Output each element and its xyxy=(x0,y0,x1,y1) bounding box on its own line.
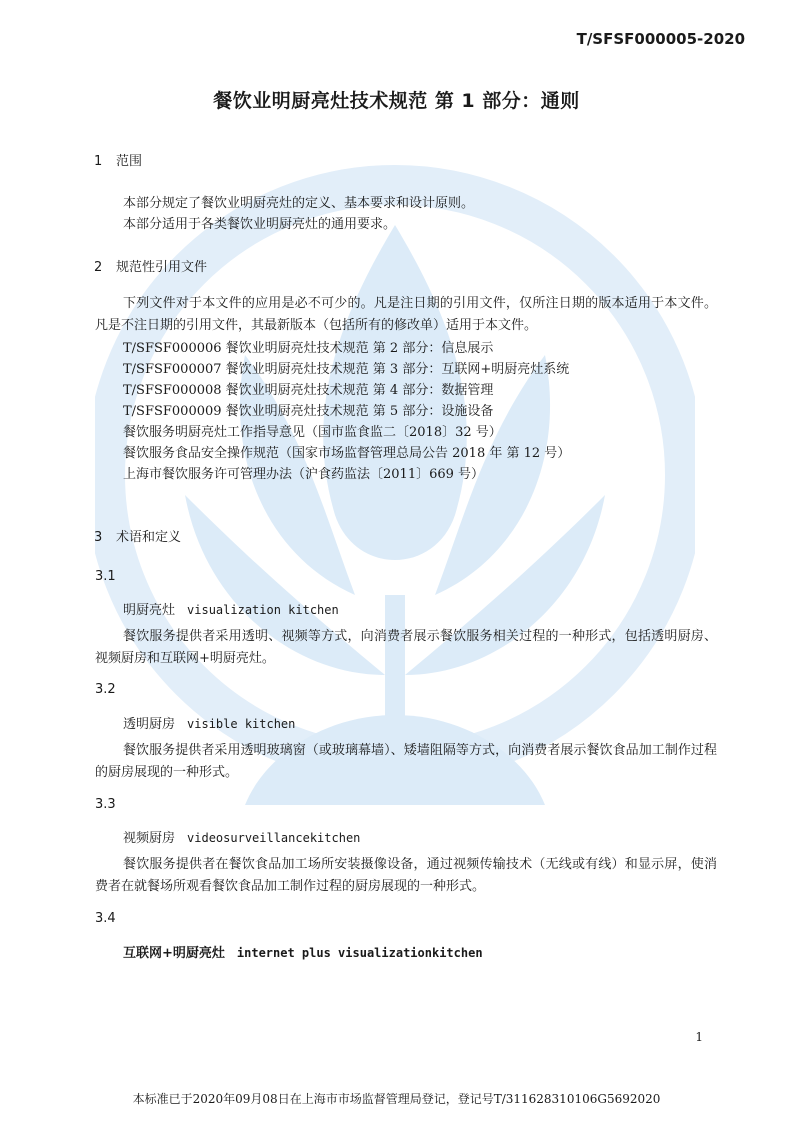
registration-footer: 本标准已于2020年09月08日在上海市市场监督管理局登记，登记号T/311628310106G5692020 xyxy=(132,1092,661,1106)
term-entry xyxy=(123,599,339,618)
reference-item: T/SFSF000007 餐饮业明厨亮灶技术规范 第 3 部分：互联网+明厨亮灶系统 xyxy=(123,362,570,377)
term-entry xyxy=(123,827,360,846)
section-title: 规范性引用文件 xyxy=(116,260,208,275)
reference-item: T/SFSF000009 餐饮业明厨亮灶技术规范 第 5 部分：设施设备 xyxy=(123,404,494,419)
reference-item: 上海市餐饮服务许可管理办法（沪食药监法〔2011〕669 号） xyxy=(123,467,485,482)
term-definition: 餐饮服务提供者采用透明玻璃窗（或玻璃幕墙）、矮墙阻隔等方式，向消费者展示餐饮食品加工制作过程的厨房展现的一种形式。 xyxy=(95,743,717,780)
reference-item: 餐饮服务食品安全操作规范（国家市场监督管理总局公告 2018 年 第 12 号） xyxy=(123,446,571,461)
clause-number: 3.3 xyxy=(95,797,116,812)
scope-paragraph: 本部分规定了餐饮业明厨亮灶的定义、基本要求和设计原则。 xyxy=(123,196,475,211)
section-heading-terms xyxy=(94,526,181,545)
clause-number: 3.2 xyxy=(95,682,116,697)
section-number: 3 xyxy=(94,530,103,545)
reference-item: 餐饮服务明厨亮灶工作指导意见（国市监食监二〔2018〕32 号） xyxy=(123,425,502,440)
section-title: 术语和定义 xyxy=(116,530,182,545)
term-english: visualization kitchen xyxy=(187,603,339,617)
section-heading-references xyxy=(94,256,207,275)
term-chinese: 视频厨房 xyxy=(123,831,176,846)
term-chinese: 互联网+明厨亮灶 xyxy=(123,946,225,961)
term-chinese: 透明厨房 xyxy=(123,717,176,732)
document-code: T/SFSF000005-2020 xyxy=(576,30,745,48)
references-intro: 下列文件对于本文件的应用是必不可少的。凡是注日期的引用文件，仅所注日期的版本适用于本文件。凡是不注日期的引用文件，其最新版本（包括所有的修改单）适用于本文件。 xyxy=(95,296,717,333)
reference-item: T/SFSF000008 餐饮业明厨亮灶技术规范 第 4 部分：数据管理 xyxy=(123,383,494,398)
term-english: videosurveillancekitchen xyxy=(187,831,361,845)
term-definition: 餐饮服务提供者采用透明、视频等方式，向消费者展示餐饮服务相关过程的一种形式，包括透明厨房、视频厨房和互联网+明厨亮灶。 xyxy=(95,629,717,666)
section-number: 2 xyxy=(94,260,103,275)
term-chinese: 明厨亮灶 xyxy=(123,603,176,618)
term-definition: 餐饮服务提供者在餐饮食品加工场所安装摄像设备，通过视频传输技术（无线或有线）和显示屏，使消费者在就餐场所观看餐饮食品加工制作过程的厨房展现的一种形式。 xyxy=(95,857,717,894)
page-number: 1 xyxy=(695,1030,703,1044)
section-title: 范围 xyxy=(116,154,143,169)
reference-item: T/SFSF000006 餐饮业明厨亮灶技术规范 第 2 部分：信息展示 xyxy=(123,341,494,356)
term-entry xyxy=(123,942,483,961)
scope-paragraph: 本部分适用于各类餐饮业明厨亮灶的通用要求。 xyxy=(123,217,397,232)
section-number: 1 xyxy=(94,154,103,169)
section-heading-scope xyxy=(94,150,142,169)
clause-number: 3.1 xyxy=(95,569,116,584)
term-english: internet plus visualizationkitchen xyxy=(236,946,483,960)
term-entry xyxy=(123,713,295,732)
document-title: 餐饮业明厨亮灶技术规范 第 1 部分：通则 xyxy=(213,90,580,112)
term-english: visible kitchen xyxy=(187,717,296,731)
clause-number: 3.4 xyxy=(95,911,116,926)
